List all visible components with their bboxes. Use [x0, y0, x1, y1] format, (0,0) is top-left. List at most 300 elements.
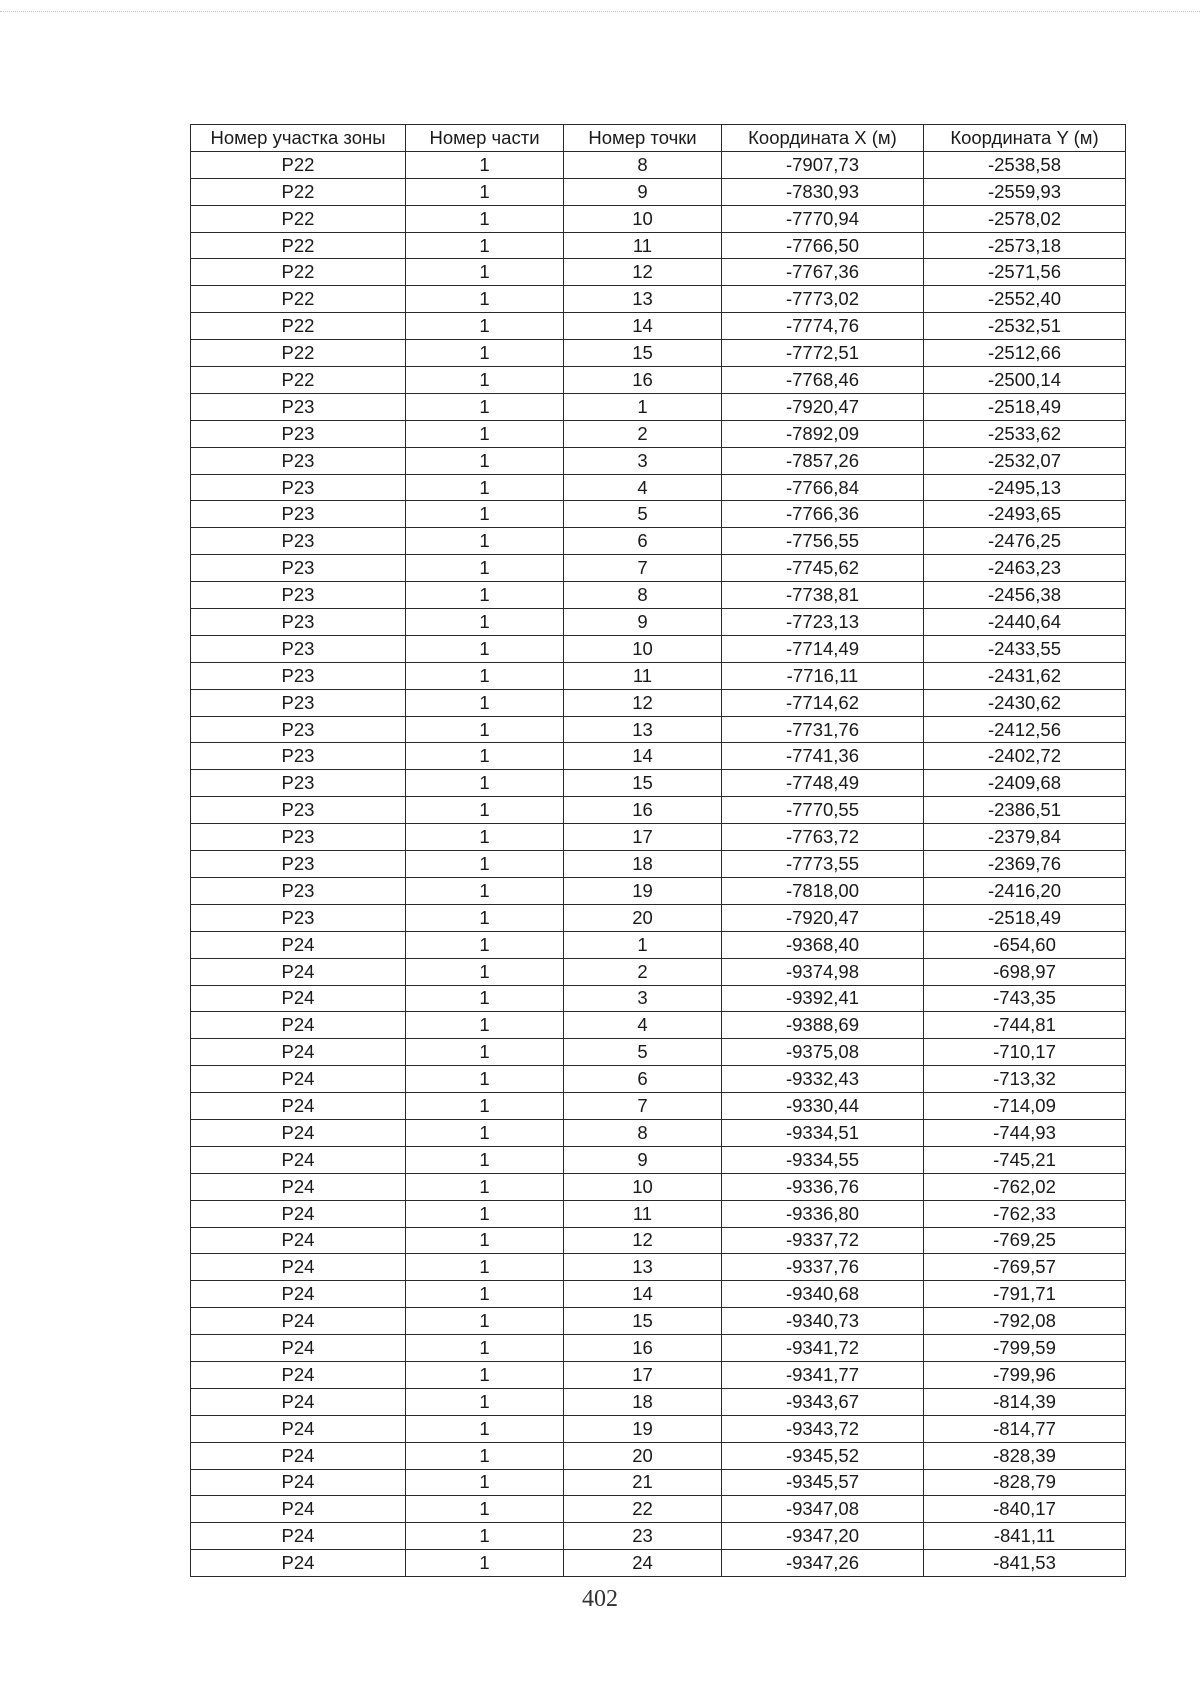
cell-coordinate-x: -9368,40 — [722, 931, 924, 958]
table-row — [191, 1335, 1126, 1362]
cell-point-number: 4 — [564, 1012, 722, 1039]
cell-zone-section: Р23 — [191, 904, 406, 931]
cell-coordinate-x: -7766,84 — [722, 474, 924, 501]
cell-zone-section: Р24 — [191, 1469, 406, 1496]
cell-part-number: 1 — [406, 689, 564, 716]
table-row — [191, 555, 1126, 582]
table-row — [191, 904, 1126, 931]
cell-part-number: 1 — [406, 1227, 564, 1254]
cell-coordinate-y: -2532,07 — [924, 447, 1126, 474]
table-row — [191, 393, 1126, 420]
cell-part-number: 1 — [406, 582, 564, 609]
table-row — [191, 662, 1126, 689]
table-row — [191, 1254, 1126, 1281]
table-row — [191, 340, 1126, 367]
coordinates-table — [190, 124, 1126, 1577]
table-row — [191, 851, 1126, 878]
cell-coordinate-x: -9330,44 — [722, 1093, 924, 1120]
cell-zone-section: Р23 — [191, 474, 406, 501]
cell-coordinate-y: -710,17 — [924, 1039, 1126, 1066]
cell-point-number: 2 — [564, 420, 722, 447]
cell-zone-section: Р23 — [191, 582, 406, 609]
cell-part-number: 1 — [406, 420, 564, 447]
cell-zone-section: Р23 — [191, 770, 406, 797]
cell-point-number: 13 — [564, 716, 722, 743]
cell-point-number: 21 — [564, 1469, 722, 1496]
table-row — [191, 1469, 1126, 1496]
cell-coordinate-y: -769,57 — [924, 1254, 1126, 1281]
cell-coordinate-x: -9343,72 — [722, 1415, 924, 1442]
cell-part-number: 1 — [406, 904, 564, 931]
cell-part-number: 1 — [406, 1119, 564, 1146]
cell-zone-section: Р24 — [191, 1308, 406, 1335]
cell-coordinate-y: -2571,56 — [924, 259, 1126, 286]
cell-coordinate-y: -2559,93 — [924, 178, 1126, 205]
cell-point-number: 19 — [564, 877, 722, 904]
table-header-row — [191, 125, 1126, 152]
table-row — [191, 1146, 1126, 1173]
cell-zone-section: Р22 — [191, 367, 406, 394]
table-row — [191, 367, 1126, 394]
cell-coordinate-x: -7768,46 — [722, 367, 924, 394]
cell-coordinate-y: -2518,49 — [924, 393, 1126, 420]
cell-coordinate-y: -2386,51 — [924, 797, 1126, 824]
cell-coordinate-x: -7857,26 — [722, 447, 924, 474]
cell-part-number: 1 — [406, 1066, 564, 1093]
cell-point-number: 9 — [564, 609, 722, 636]
cell-coordinate-x: -9345,57 — [722, 1469, 924, 1496]
cell-coordinate-x: -7716,11 — [722, 662, 924, 689]
cell-point-number: 5 — [564, 1039, 722, 1066]
cell-coordinate-y: -2512,66 — [924, 340, 1126, 367]
cell-coordinate-y: -745,21 — [924, 1146, 1126, 1173]
cell-point-number: 8 — [564, 1119, 722, 1146]
cell-coordinate-x: -9341,77 — [722, 1361, 924, 1388]
cell-coordinate-y: -791,71 — [924, 1281, 1126, 1308]
cell-part-number: 1 — [406, 1388, 564, 1415]
cell-coordinate-x: -7773,55 — [722, 851, 924, 878]
cell-point-number: 17 — [564, 824, 722, 851]
cell-zone-section: Р22 — [191, 340, 406, 367]
cell-coordinate-x: -7767,36 — [722, 259, 924, 286]
cell-coordinate-y: -698,97 — [924, 958, 1126, 985]
table-row — [191, 797, 1126, 824]
cell-part-number: 1 — [406, 259, 564, 286]
cell-point-number: 22 — [564, 1496, 722, 1523]
table-row — [191, 985, 1126, 1012]
cell-coordinate-y: -713,32 — [924, 1066, 1126, 1093]
cell-zone-section: Р24 — [191, 1012, 406, 1039]
table-row — [191, 1388, 1126, 1415]
cell-coordinate-y: -2532,51 — [924, 313, 1126, 340]
cell-part-number: 1 — [406, 151, 564, 178]
cell-zone-section: Р22 — [191, 205, 406, 232]
cell-point-number: 20 — [564, 904, 722, 931]
cell-point-number: 15 — [564, 770, 722, 797]
cell-coordinate-x: -7763,72 — [722, 824, 924, 851]
cell-point-number: 20 — [564, 1442, 722, 1469]
cell-part-number: 1 — [406, 1469, 564, 1496]
table-row — [191, 447, 1126, 474]
cell-zone-section: Р22 — [191, 151, 406, 178]
cell-part-number: 1 — [406, 662, 564, 689]
cell-coordinate-x: -7892,09 — [722, 420, 924, 447]
cell-coordinate-x: -9392,41 — [722, 985, 924, 1012]
cell-part-number: 1 — [406, 716, 564, 743]
cell-coordinate-y: -2518,49 — [924, 904, 1126, 931]
cell-point-number: 18 — [564, 1388, 722, 1415]
cell-coordinate-y: -799,96 — [924, 1361, 1126, 1388]
cell-zone-section: Р23 — [191, 447, 406, 474]
cell-coordinate-y: -2463,23 — [924, 555, 1126, 582]
cell-coordinate-x: -9336,76 — [722, 1173, 924, 1200]
cell-zone-section: Р24 — [191, 1066, 406, 1093]
cell-point-number: 9 — [564, 1146, 722, 1173]
cell-coordinate-x: -9375,08 — [722, 1039, 924, 1066]
cell-part-number: 1 — [406, 1254, 564, 1281]
cell-zone-section: Р24 — [191, 1388, 406, 1415]
cell-point-number: 11 — [564, 662, 722, 689]
table-row — [191, 1066, 1126, 1093]
cell-point-number: 16 — [564, 1335, 722, 1362]
cell-point-number: 10 — [564, 205, 722, 232]
cell-part-number: 1 — [406, 1308, 564, 1335]
cell-coordinate-y: -2578,02 — [924, 205, 1126, 232]
cell-part-number: 1 — [406, 743, 564, 770]
cell-zone-section: Р24 — [191, 1146, 406, 1173]
cell-zone-section: Р23 — [191, 609, 406, 636]
cell-coordinate-y: -841,53 — [924, 1550, 1126, 1577]
cell-point-number: 13 — [564, 286, 722, 313]
cell-coordinate-y: -2538,58 — [924, 151, 1126, 178]
cell-part-number: 1 — [406, 958, 564, 985]
cell-point-number: 8 — [564, 582, 722, 609]
cell-part-number: 1 — [406, 770, 564, 797]
coordinates-table-container — [190, 124, 1125, 1577]
cell-zone-section: Р23 — [191, 662, 406, 689]
cell-point-number: 13 — [564, 1254, 722, 1281]
cell-coordinate-y: -2533,62 — [924, 420, 1126, 447]
table-row — [191, 931, 1126, 958]
cell-coordinate-x: -7745,62 — [722, 555, 924, 582]
cell-coordinate-x: -9332,43 — [722, 1066, 924, 1093]
cell-point-number: 1 — [564, 931, 722, 958]
cell-coordinate-x: -7920,47 — [722, 904, 924, 931]
cell-point-number: 3 — [564, 985, 722, 1012]
cell-point-number: 17 — [564, 1361, 722, 1388]
cell-coordinate-x: -7907,73 — [722, 151, 924, 178]
table-row — [191, 528, 1126, 555]
cell-coordinate-y: -762,33 — [924, 1200, 1126, 1227]
cell-zone-section: Р24 — [191, 985, 406, 1012]
cell-part-number: 1 — [406, 1335, 564, 1362]
cell-coordinate-x: -7920,47 — [722, 393, 924, 420]
cell-coordinate-x: -7766,36 — [722, 501, 924, 528]
cell-coordinate-x: -7830,93 — [722, 178, 924, 205]
table-row — [191, 958, 1126, 985]
cell-part-number: 1 — [406, 367, 564, 394]
cell-point-number: 12 — [564, 259, 722, 286]
cell-coordinate-x: -9388,69 — [722, 1012, 924, 1039]
cell-part-number: 1 — [406, 797, 564, 824]
cell-zone-section: Р23 — [191, 501, 406, 528]
cell-coordinate-x: -7818,00 — [722, 877, 924, 904]
cell-point-number: 10 — [564, 1173, 722, 1200]
cell-part-number: 1 — [406, 1281, 564, 1308]
page-number: 402 — [582, 1586, 618, 1612]
cell-zone-section: Р22 — [191, 178, 406, 205]
cell-coordinate-y: -814,39 — [924, 1388, 1126, 1415]
cell-zone-section: Р24 — [191, 1254, 406, 1281]
cell-coordinate-x: -7714,49 — [722, 635, 924, 662]
table-row — [191, 474, 1126, 501]
cell-zone-section: Р23 — [191, 635, 406, 662]
cell-zone-section: Р24 — [191, 1496, 406, 1523]
cell-point-number: 10 — [564, 635, 722, 662]
cell-zone-section: Р23 — [191, 393, 406, 420]
cell-coordinate-x: -7770,55 — [722, 797, 924, 824]
cell-coordinate-x: -9337,76 — [722, 1254, 924, 1281]
cell-coordinate-x: -9336,80 — [722, 1200, 924, 1227]
cell-coordinate-x: -9340,68 — [722, 1281, 924, 1308]
cell-coordinate-x: -9340,73 — [722, 1308, 924, 1335]
table-row — [191, 582, 1126, 609]
cell-coordinate-x: -7773,02 — [722, 286, 924, 313]
header-point-number: Номер точки — [564, 125, 722, 152]
table-row — [191, 1308, 1126, 1335]
cell-part-number: 1 — [406, 1523, 564, 1550]
table-row — [191, 743, 1126, 770]
cell-coordinate-y: -2495,13 — [924, 474, 1126, 501]
cell-part-number: 1 — [406, 1012, 564, 1039]
cell-part-number: 1 — [406, 205, 564, 232]
header-part-number: Номер части — [406, 125, 564, 152]
cell-coordinate-x: -7772,51 — [722, 340, 924, 367]
cell-point-number: 16 — [564, 797, 722, 824]
cell-point-number: 18 — [564, 851, 722, 878]
cell-part-number: 1 — [406, 877, 564, 904]
cell-coordinate-x: -9334,55 — [722, 1146, 924, 1173]
cell-point-number: 3 — [564, 447, 722, 474]
cell-part-number: 1 — [406, 1550, 564, 1577]
cell-zone-section: Р24 — [191, 1039, 406, 1066]
cell-coordinate-y: -2369,76 — [924, 851, 1126, 878]
cell-coordinate-y: -2416,20 — [924, 877, 1126, 904]
table-row — [191, 1523, 1126, 1550]
header-zone-section: Номер участка зоны — [191, 125, 406, 152]
cell-zone-section: Р23 — [191, 716, 406, 743]
cell-coordinate-x: -9337,72 — [722, 1227, 924, 1254]
cell-coordinate-y: -2493,65 — [924, 501, 1126, 528]
cell-point-number: 11 — [564, 1200, 722, 1227]
cell-coordinate-y: -714,09 — [924, 1093, 1126, 1120]
cell-coordinate-y: -792,08 — [924, 1308, 1126, 1335]
cell-zone-section: Р24 — [191, 1361, 406, 1388]
cell-point-number: 14 — [564, 743, 722, 770]
table-row — [191, 1550, 1126, 1577]
table-row — [191, 716, 1126, 743]
cell-part-number: 1 — [406, 931, 564, 958]
cell-part-number: 1 — [406, 1093, 564, 1120]
cell-coordinate-y: -2456,38 — [924, 582, 1126, 609]
cell-coordinate-y: -744,93 — [924, 1119, 1126, 1146]
cell-part-number: 1 — [406, 1146, 564, 1173]
cell-coordinate-x: -7774,76 — [722, 313, 924, 340]
cell-zone-section: Р24 — [191, 1173, 406, 1200]
cell-part-number: 1 — [406, 1200, 564, 1227]
table-row — [191, 259, 1126, 286]
table-row — [191, 313, 1126, 340]
cell-zone-section: Р24 — [191, 958, 406, 985]
cell-coordinate-x: -9347,26 — [722, 1550, 924, 1577]
cell-coordinate-y: -799,59 — [924, 1335, 1126, 1362]
table-row — [191, 1281, 1126, 1308]
cell-zone-section: Р24 — [191, 931, 406, 958]
cell-zone-section: Р24 — [191, 1550, 406, 1577]
cell-zone-section: Р24 — [191, 1227, 406, 1254]
cell-coordinate-x: -7756,55 — [722, 528, 924, 555]
page-top-border — [0, 11, 1200, 12]
cell-point-number: 9 — [564, 178, 722, 205]
cell-point-number: 12 — [564, 689, 722, 716]
cell-point-number: 8 — [564, 151, 722, 178]
cell-point-number: 4 — [564, 474, 722, 501]
table-row — [191, 1173, 1126, 1200]
table-row — [191, 151, 1126, 178]
cell-point-number: 7 — [564, 555, 722, 582]
cell-point-number: 1 — [564, 393, 722, 420]
header-coordinate-y: Координата Y (м) — [924, 125, 1126, 152]
cell-coordinate-y: -762,02 — [924, 1173, 1126, 1200]
cell-part-number: 1 — [406, 393, 564, 420]
cell-zone-section: Р24 — [191, 1442, 406, 1469]
cell-coordinate-y: -828,79 — [924, 1469, 1126, 1496]
cell-point-number: 19 — [564, 1415, 722, 1442]
cell-part-number: 1 — [406, 1496, 564, 1523]
cell-part-number: 1 — [406, 447, 564, 474]
cell-point-number: 7 — [564, 1093, 722, 1120]
cell-coordinate-y: -2402,72 — [924, 743, 1126, 770]
cell-zone-section: Р22 — [191, 286, 406, 313]
cell-coordinate-y: -814,77 — [924, 1415, 1126, 1442]
cell-zone-section: Р24 — [191, 1119, 406, 1146]
cell-coordinate-y: -2379,84 — [924, 824, 1126, 851]
cell-coordinate-x: -9347,08 — [722, 1496, 924, 1523]
cell-coordinate-x: -9345,52 — [722, 1442, 924, 1469]
table-row — [191, 635, 1126, 662]
table-row — [191, 232, 1126, 259]
cell-coordinate-x: -7741,36 — [722, 743, 924, 770]
cell-part-number: 1 — [406, 1173, 564, 1200]
cell-point-number: 6 — [564, 1066, 722, 1093]
cell-coordinate-x: -7766,50 — [722, 232, 924, 259]
cell-coordinate-y: -840,17 — [924, 1496, 1126, 1523]
cell-zone-section: Р23 — [191, 528, 406, 555]
table-row — [191, 1119, 1126, 1146]
table-row — [191, 1361, 1126, 1388]
table-row — [191, 1496, 1126, 1523]
cell-part-number: 1 — [406, 1442, 564, 1469]
cell-part-number: 1 — [406, 501, 564, 528]
cell-coordinate-x: -7723,13 — [722, 609, 924, 636]
table-row — [191, 1200, 1126, 1227]
cell-part-number: 1 — [406, 985, 564, 1012]
cell-zone-section: Р24 — [191, 1335, 406, 1362]
cell-zone-section: Р23 — [191, 689, 406, 716]
table-row — [191, 1039, 1126, 1066]
cell-zone-section: Р24 — [191, 1281, 406, 1308]
table-row — [191, 1093, 1126, 1120]
cell-point-number: 16 — [564, 367, 722, 394]
cell-part-number: 1 — [406, 824, 564, 851]
table-row — [191, 824, 1126, 851]
cell-part-number: 1 — [406, 313, 564, 340]
cell-point-number: 24 — [564, 1550, 722, 1577]
cell-zone-section: Р23 — [191, 824, 406, 851]
cell-zone-section: Р23 — [191, 743, 406, 770]
cell-part-number: 1 — [406, 555, 564, 582]
cell-part-number: 1 — [406, 1361, 564, 1388]
cell-coordinate-y: -2431,62 — [924, 662, 1126, 689]
cell-part-number: 1 — [406, 1039, 564, 1066]
cell-coordinate-y: -2476,25 — [924, 528, 1126, 555]
cell-coordinate-y: -2430,62 — [924, 689, 1126, 716]
cell-coordinate-y: -744,81 — [924, 1012, 1126, 1039]
cell-coordinate-x: -7770,94 — [722, 205, 924, 232]
cell-point-number: 12 — [564, 1227, 722, 1254]
table-row — [191, 689, 1126, 716]
cell-part-number: 1 — [406, 474, 564, 501]
cell-zone-section: Р23 — [191, 555, 406, 582]
table-row — [191, 1012, 1126, 1039]
cell-coordinate-x: -9341,72 — [722, 1335, 924, 1362]
table-row — [191, 770, 1126, 797]
cell-point-number: 11 — [564, 232, 722, 259]
cell-point-number: 6 — [564, 528, 722, 555]
cell-zone-section: Р22 — [191, 232, 406, 259]
cell-part-number: 1 — [406, 286, 564, 313]
cell-coordinate-x: -7714,62 — [722, 689, 924, 716]
cell-zone-section: Р22 — [191, 313, 406, 340]
cell-part-number: 1 — [406, 609, 564, 636]
cell-part-number: 1 — [406, 1415, 564, 1442]
cell-coordinate-y: -2500,14 — [924, 367, 1126, 394]
cell-coordinate-x: -7748,49 — [722, 770, 924, 797]
cell-coordinate-y: -2440,64 — [924, 609, 1126, 636]
cell-point-number: 2 — [564, 958, 722, 985]
table-row — [191, 1227, 1126, 1254]
cell-coordinate-y: -2409,68 — [924, 770, 1126, 797]
cell-point-number: 15 — [564, 1308, 722, 1335]
cell-zone-section: Р23 — [191, 797, 406, 824]
cell-coordinate-y: -2433,55 — [924, 635, 1126, 662]
table-row — [191, 501, 1126, 528]
cell-zone-section: Р24 — [191, 1200, 406, 1227]
cell-zone-section: Р23 — [191, 420, 406, 447]
cell-point-number: 15 — [564, 340, 722, 367]
cell-coordinate-x: -9347,20 — [722, 1523, 924, 1550]
cell-coordinate-y: -841,11 — [924, 1523, 1126, 1550]
cell-coordinate-x: -9343,67 — [722, 1388, 924, 1415]
cell-part-number: 1 — [406, 232, 564, 259]
cell-coordinate-y: -2573,18 — [924, 232, 1126, 259]
table-row — [191, 286, 1126, 313]
table-row — [191, 205, 1126, 232]
cell-part-number: 1 — [406, 178, 564, 205]
cell-point-number: 14 — [564, 313, 722, 340]
cell-point-number: 5 — [564, 501, 722, 528]
table-row — [191, 178, 1126, 205]
